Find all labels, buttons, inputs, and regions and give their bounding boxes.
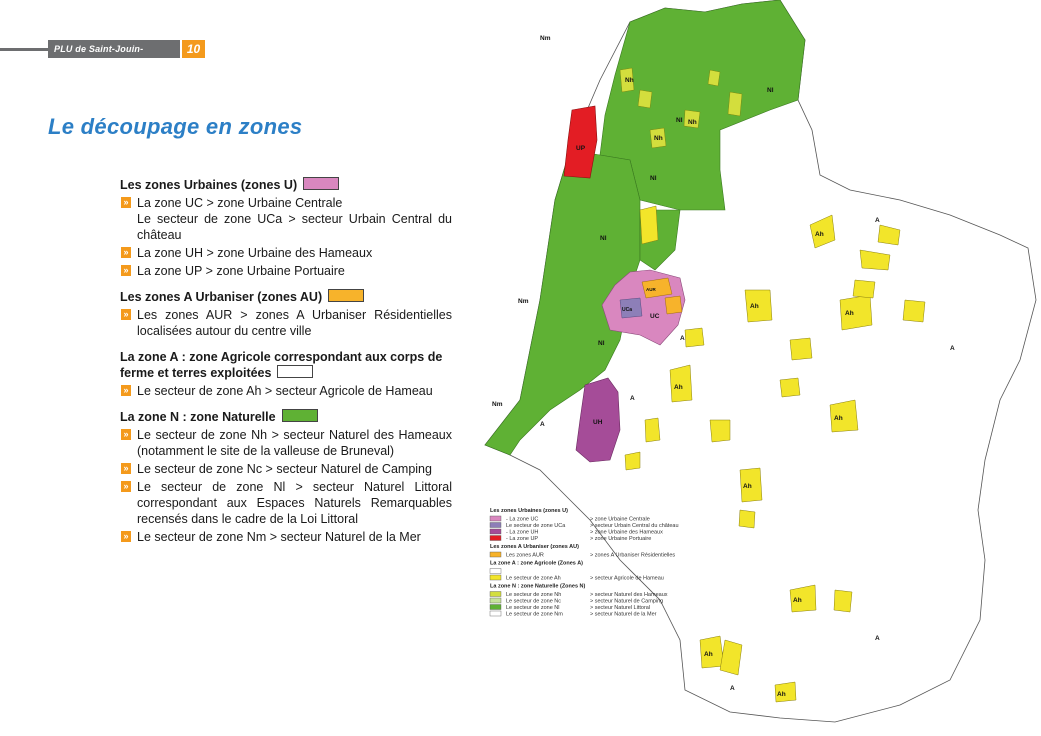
map-label-nl-5: Nl [650, 175, 657, 182]
zone-up [564, 106, 597, 178]
list-item [120, 461, 452, 477]
section-title [120, 177, 452, 193]
page-number: 10 [182, 40, 205, 58]
section-title-text: Les zones A Urbaniser (zones AU) [120, 290, 323, 304]
legend-label: Le secteur de zone Nm [506, 611, 563, 618]
legend-label: Le secteur de zone Nl [506, 605, 560, 611]
double-chevron-icon: » [121, 481, 131, 492]
double-chevron-icon: » [121, 429, 131, 440]
list-item-text: Le secteur de zone Nl > secteur Naturel Littoral correspondant aux Espaces Naturels Remarquables recensés dans le cadre de la Loi Littoral [137, 480, 452, 526]
color-swatch [277, 365, 313, 378]
legend-swatch [490, 569, 501, 574]
zone-ah-17 [739, 510, 755, 528]
zone-nh-6 [708, 70, 720, 86]
double-chevron-icon: » [121, 385, 131, 396]
list-item-text: Le secteur de zone UCa > secteur Urbain Central du château [137, 212, 452, 242]
list-item [120, 383, 452, 399]
zone-section [120, 289, 452, 339]
zoning-map [480, 0, 1041, 736]
map-label-aur: AUR [646, 287, 656, 292]
legend-description: > zone Urbaine des Hameaux [590, 529, 663, 536]
zone-section [120, 349, 452, 399]
map-label-ah-7: Ah [704, 651, 713, 658]
list-item [120, 427, 452, 459]
list-item-text: Les zones AUR > zones A Urbaniser Résidentielles localisées autour du centre ville [137, 308, 452, 338]
map-label-ah-5: Ah [743, 483, 752, 490]
color-swatch [328, 289, 364, 302]
map-label-nm: Nm [540, 35, 551, 42]
legend-description: > zone Urbaine Centrale [590, 516, 650, 523]
zone-ah-23 [685, 328, 704, 347]
map-label-a-6: A [730, 685, 735, 692]
map-label-a-2: A [875, 217, 880, 224]
legend-label: Les zones AUR [506, 552, 544, 559]
map-label-a-1: A [540, 421, 545, 428]
map-label-nm-3: Nm [492, 401, 503, 408]
legend-swatch [490, 592, 501, 597]
color-swatch [303, 177, 339, 190]
map-label-ah-2: Ah [750, 303, 759, 310]
double-chevron-icon: » [121, 247, 131, 258]
section-title-text: Les zones Urbaines (zones U) [120, 178, 298, 192]
map-label-a-3: A [680, 335, 685, 342]
legend-description: > secteur Naturel de Camping [590, 598, 664, 605]
list-item [120, 479, 452, 527]
legend-description: > secteur Naturel de la Mer [590, 611, 657, 618]
legend-swatch [490, 611, 501, 616]
section-title [120, 289, 452, 305]
section-title [120, 409, 452, 425]
header-rule [0, 48, 48, 51]
list-item-text: Le secteur de zone Nc > secteur Naturel de Camping [137, 462, 432, 476]
zone-aur-2 [665, 296, 682, 314]
list-item-text: La zone UH > zone Urbaine des Hameaux [137, 246, 373, 260]
legend-swatch [490, 552, 501, 557]
list-item [120, 529, 452, 545]
zone-ah-20 [853, 280, 875, 298]
map-label-nh-2: Nh [688, 119, 697, 126]
double-chevron-icon: » [121, 531, 131, 542]
list-item [120, 263, 452, 279]
double-chevron-icon: » [121, 309, 131, 320]
list-item [120, 245, 452, 261]
legend-label: Le secteur de zone UCa [506, 523, 566, 529]
zone-nh-4 [728, 92, 742, 116]
legend-label: - La zone UC [506, 516, 539, 523]
map-label-ah-1: Ah [815, 231, 824, 238]
legend-swatch [490, 598, 501, 603]
zone-ah-18 [780, 378, 800, 397]
legend-swatch [490, 575, 501, 580]
map-label-nl-1: Nl [676, 117, 683, 124]
list-item [120, 307, 452, 339]
legend-description: > zones A Urbaniser Résidentielles [590, 552, 676, 559]
map-label-ah-9: Ah [777, 691, 786, 698]
list-item-text: La zone UC > zone Urbaine Centrale [137, 196, 343, 210]
document-title: PLU de Saint-Jouin-Bruneval [48, 40, 180, 58]
legend-description: > zone Urbaine Portuaire [590, 536, 652, 542]
map-label-ah-4: Ah [674, 384, 683, 391]
legend-swatch [490, 516, 501, 521]
map-label-nl-4: Nl [598, 340, 605, 347]
legend-label: Le secteur de zone Ah [506, 575, 561, 582]
legend-description: > secteur Naturel des Hameaux [590, 592, 668, 598]
legend-swatch [490, 529, 501, 534]
legend-swatch [490, 605, 501, 610]
map-label-ah-6: Ah [834, 415, 843, 422]
legend-heading: La zone A : zone Agricole (Zones A) [490, 560, 583, 567]
map-label-up: UP [576, 145, 586, 152]
map-label-a-5: A [875, 635, 880, 642]
legend-description: > secteur Naturel Littoral [590, 605, 651, 611]
zone-ah-22 [625, 452, 640, 470]
section-title-text: La zone N : zone Naturelle [120, 410, 276, 424]
zone-ah-12 [834, 590, 852, 612]
zone-ah-7 [790, 338, 812, 360]
map-label-a-4: A [950, 345, 955, 352]
map-label-ah-8: Ah [793, 597, 802, 604]
map-label-ah-3: Ah [845, 310, 854, 317]
double-chevron-icon: » [121, 265, 131, 276]
legend-heading: Les zones Urbaines (zones U) [490, 508, 568, 514]
legend-heading: Les zones A Urbaniser (zones AU) [490, 544, 579, 550]
double-chevron-icon: » [121, 463, 131, 474]
double-chevron-icon: » [121, 197, 131, 208]
zone-ah-10 [710, 420, 730, 442]
map-label-nl-2: Nl [767, 87, 774, 94]
legend-heading: La zone N : zone Naturelle (Zones N) [490, 583, 586, 590]
map-label-uh: UH [593, 419, 603, 426]
list-item-text: Le secteur de zone Nm > secteur Naturel de la Mer [137, 530, 421, 544]
zones-description [120, 177, 452, 555]
list-item [120, 195, 452, 243]
zone-ah-19 [903, 300, 925, 322]
header-bar [0, 40, 205, 72]
legend-swatch [490, 523, 501, 528]
map-label-nh-1: Nh [625, 77, 634, 84]
legend-description: > secteur Agricole de Hameau [590, 575, 664, 582]
legend-label: Le secteur de zone Nh [506, 592, 562, 598]
list-item-text: Le secteur de zone Ah > secteur Agricole de Hameau [137, 384, 433, 398]
map-label-nl-3: Nl [600, 235, 607, 242]
zone-ah-16 [645, 418, 660, 442]
map-label-nm-2: Nm [518, 298, 529, 305]
map-label-uca: UCa [622, 307, 633, 313]
legend-label: - La zone UP [506, 536, 539, 542]
map-label-a-7: A [630, 395, 635, 402]
list-item-text: Le secteur de zone Nh > secteur Naturel des Hameaux (notamment le site de la valleuse de Bruneval) [137, 428, 452, 458]
list-item-text: La zone UP > zone Urbaine Portuaire [137, 264, 345, 278]
zone-nh-2 [638, 90, 652, 108]
map-label-uc: UC [650, 313, 660, 320]
legend-label: Le secteur de zone Nc [506, 598, 562, 605]
section-title-text: La zone A : zone Agricole correspondant aux corps de ferme et terres exploitées [120, 350, 443, 380]
legend-swatch [490, 536, 501, 541]
page-title: Le découpage en zones [48, 114, 303, 139]
color-swatch [282, 409, 318, 422]
zone-ah-21 [640, 206, 658, 244]
zone-section [120, 177, 452, 279]
map-label-nh-3: Nh [654, 135, 663, 142]
zone-section [120, 409, 452, 545]
legend-description: > secteur Urbain Central du château [590, 523, 679, 529]
section-title [120, 349, 452, 381]
legend-label: - La zone UH [506, 529, 539, 536]
